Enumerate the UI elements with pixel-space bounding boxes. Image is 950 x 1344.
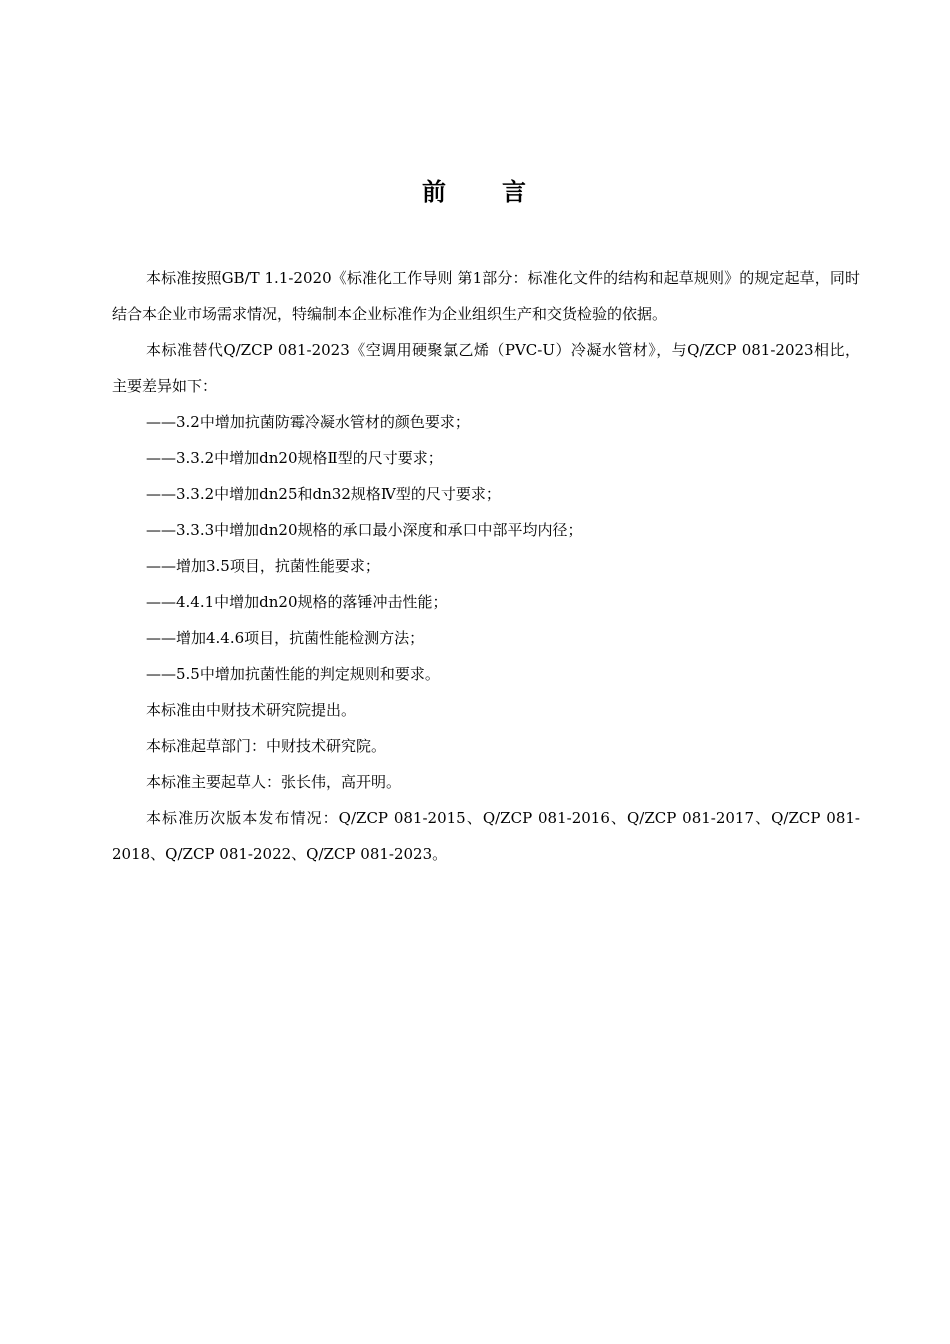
list-item: ——增加3.5项目，抗菌性能要求； [146,557,380,575]
list-item: ——3.3.3中增加dn20规格的承口最小深度和承口中部平均内径； [146,521,583,539]
list-item: ——4.4.1中增加dn20规格的落锤冲击性能； [146,593,448,611]
list-item: ——增加4.4.6项目，抗菌性能检测方法； [146,629,425,647]
paragraph-basis: 本标准按照GB/T 1.1-2020《标准化工作导则 第1部分：标准化文件的结构和起草规则》的规定起草，同时结合本企业市场需求情况，特编制本企业标准作为企业组织生产和交货检验的依据。 [112,269,860,323]
paragraph-proposer: 本标准由中财技术研究院提出。 [146,701,357,719]
foreword-body [112,260,860,872]
list-item: ——5.5中增加抗菌性能的判定规则和要求。 [146,665,440,683]
paragraph-replacement: 本标准替代Q/ZCP 081-2023《空调用硬聚氯乙烯（PVC-U）冷凝水管材》，与Q/ZCP 081-2023相比，主要差异如下： [112,341,860,395]
list-item: ——3.3.2中增加dn25和dn32规格Ⅳ型的尺寸要求； [146,485,501,503]
page-title [0,172,950,207]
title-char-2: 言 [502,177,528,206]
title-char-1: 前 [422,177,448,206]
paragraph-version-history: 本标准历次版本发布情况：Q/ZCP 081-2015、Q/ZCP 081-2016、Q/ZCP 081-2017、Q/ZCP 081-2018、Q/ZCP 081-2022、Q/ZCP 081-2023。 [112,809,860,863]
paragraph-drafting-unit: 本标准起草部门：中财技术研究院。 [146,737,387,755]
list-item: ——3.2中增加抗菌防霉冷凝水管材的颜色要求； [146,413,470,431]
paragraph-drafters: 本标准主要起草人：张长伟，高开明。 [146,773,402,791]
differences-list [112,404,860,692]
list-item: ——3.3.2中增加dn20规格Ⅱ型的尺寸要求； [146,449,443,467]
